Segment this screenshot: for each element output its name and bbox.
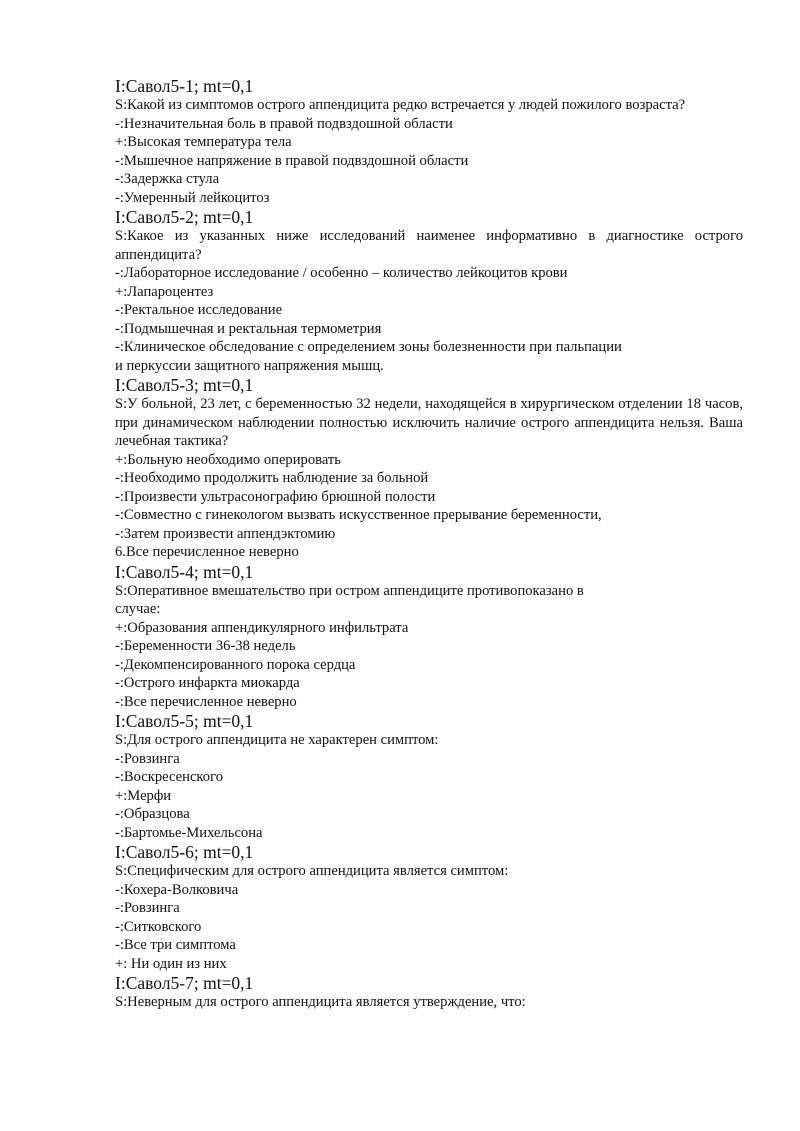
document-page: [115, 76, 743, 1012]
question-stem: S:Какой из симптомов острого аппендицита редко встречается у людей пожилого возраста?: [115, 97, 686, 113]
answer-option: -:Острого инфаркта миокарда: [115, 675, 300, 691]
answer-option: -:Произвести ультрасонографию брюшной полости: [115, 488, 436, 505]
question-stem: S:Неверным для острого аппендицита является утверждение, что:: [115, 994, 526, 1010]
question-id: I:Савол5-3; mt=0,1: [115, 375, 254, 395]
answer-option: -:Ровзинга: [115, 900, 180, 916]
question-stem: S:Для острого аппендицита не характерен симптом:: [115, 732, 439, 748]
question-block: [115, 207, 743, 375]
question-id: I:Савол5-7; mt=0,1: [115, 973, 254, 993]
question-id: I:Савол5-2; mt=0,1: [115, 207, 254, 227]
answer-option: +:Лапароцентез: [115, 283, 214, 300]
question-block: [115, 76, 743, 207]
question-block: [115, 562, 743, 712]
question-block: [115, 711, 743, 842]
answer-option: -:Незначительная боль в правой подвздошной области: [115, 115, 453, 132]
answer-option: -:Образцова: [115, 806, 190, 822]
question-id: I:Савол5-1; mt=0,1: [115, 76, 254, 96]
answer-option: +:Мерфи: [115, 787, 172, 804]
question-block: [115, 842, 743, 973]
answer-option: -:Ректальное исследование: [115, 302, 283, 318]
answer-option: -:Задержка стула: [115, 171, 220, 187]
question-id: I:Савол5-6; mt=0,1: [115, 842, 254, 862]
answer-option: -:Ситковского: [115, 918, 202, 935]
question-stem: случае:: [115, 601, 161, 617]
question-stem: S:Специфическим для острого аппендицита является симптом:: [115, 863, 509, 879]
answer-option: -:Все перечисленное неверно: [115, 693, 297, 710]
answer-option: +: Ни один из них: [115, 955, 227, 972]
answer-option: -:Затем произвести аппендэктомию: [115, 525, 336, 542]
answer-option: -:Клиническое обследование с определением зоны болезненности при пальпации: [115, 339, 622, 355]
answer-option: -:Декомпенсированного порока сердца: [115, 656, 356, 673]
answer-option: +:Образования аппендикулярного инфильтрата: [115, 619, 409, 636]
answer-option: -:Умеренный лейкоцитоз: [115, 189, 270, 206]
answer-option: +:Высокая температура тела: [115, 134, 292, 150]
answer-option: 6.Все перечисленное неверно: [115, 544, 299, 560]
answer-option: -:Кохера-Волковича: [115, 881, 239, 898]
answer-option: -:Подмышечная и ректальная термометрия: [115, 320, 382, 337]
answer-option: -:Совместно с гинекологом вызвать искусственное прерывание беременности,: [115, 507, 602, 523]
question-stem: S:Оперативное вмешательство при остром аппендиците противопоказано в: [115, 582, 584, 599]
answer-option: -:Беременности 36-38 недель: [115, 638, 296, 654]
answer-option: -:Необходимо продолжить наблюдение за больной: [115, 470, 429, 486]
question-block: [115, 973, 743, 1012]
answer-option: +:Больную необходимо оперировать: [115, 451, 341, 468]
answer-option: -:Лабораторное исследование / особенно – количество лейкоцитов крови: [115, 265, 568, 281]
question-id: I:Савол5-5; mt=0,1: [115, 711, 254, 731]
answer-option: -:Мышечное напряжение в правой подвздошной области: [115, 152, 469, 169]
question-stem: S:Какое из указанных ниже исследований наименее информативно в диагностике острого аппендицита?: [115, 228, 743, 263]
answer-option: -:Все три симптома: [115, 937, 236, 953]
answer-option: -:Ровзинга: [115, 750, 180, 767]
question-stem: S:У больной, 23 лет, с беременностью 32 недели, находящейся в хирургическом отделении 18 часов, при динамическом наблюдении полностью исключить наличие острого аппендицита нельзя. Ваша лечебная тактика?: [115, 396, 743, 449]
question-id: I:Савол5-4; mt=0,1: [115, 561, 254, 582]
answer-option: -:Воскресенского: [115, 769, 223, 785]
question-block: [115, 375, 743, 562]
answer-option: и перкуссии защитного напряжения мышц.: [115, 357, 384, 374]
answer-option: -:Бартомье-Михельсона: [115, 824, 263, 841]
